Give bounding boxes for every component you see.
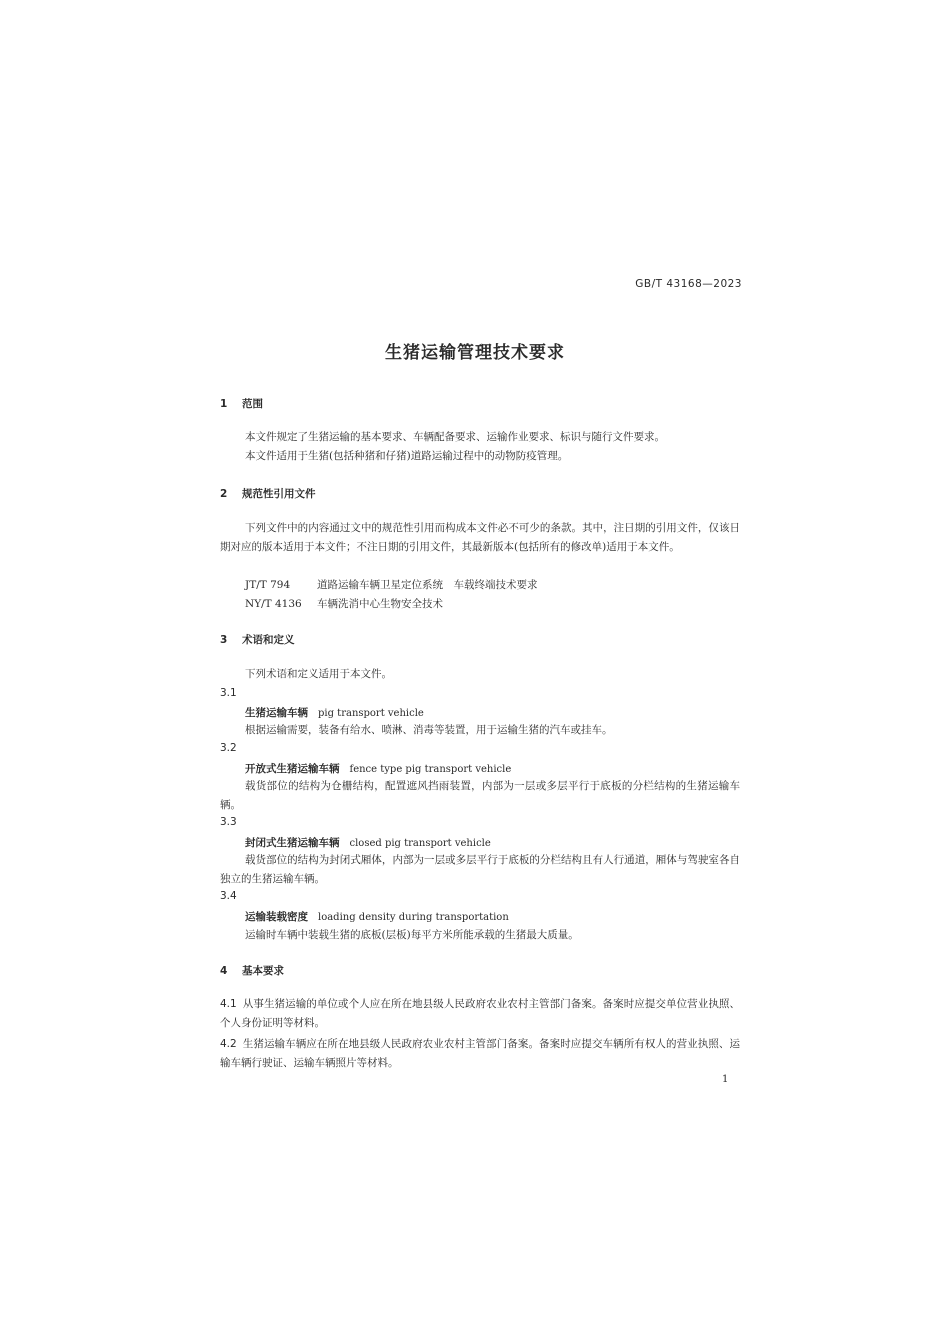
document-title: 生猪运输管理技术要求 [385, 343, 565, 363]
reference-item [220, 595, 740, 614]
reference-code: NY/T 4136 [245, 598, 302, 610]
term-number: 3.2 [220, 742, 237, 754]
reference-title: 车辆洗消中心生物安全技术 [317, 598, 443, 610]
scope-paragraph-1: 本文件规定了生猪运输的基本要求、车辆配备要求、运输作业要求、标识与随行文件要求。 [245, 431, 665, 443]
section-heading-terms [220, 632, 295, 647]
section-heading-scope [220, 396, 263, 411]
term-definition: 载货部位的结构为仓栅结构，配置遮风挡雨装置，内部为一层或多层平行于底板的分栏结构的生猪运输车辆。 [220, 780, 740, 811]
standard-code: GB/T 43168—2023 [635, 278, 742, 290]
term-name: 运输装载密度 [245, 911, 308, 923]
term-name: 封闭式生猪运输车辆 [245, 837, 340, 849]
term-entry [245, 909, 509, 924]
term-number: 3.3 [220, 816, 237, 828]
scope-paragraph-2: 本文件适用于生猪(包括种猪和仔猪)道路运输过程中的动物防疫管理。 [245, 450, 569, 462]
section-title: 术语和定义 [242, 634, 295, 646]
term-definition: 根据运输需要，装备有给水、喷淋、消毒等装置，用于运输生猪的汽车或挂车。 [245, 724, 613, 736]
section-number: 1 [220, 398, 228, 410]
clause-4-1 [220, 995, 740, 1033]
term-entry [245, 835, 491, 850]
term-name: 生猪运输车辆 [245, 707, 308, 719]
normative-refs-intro: 下列文件中的内容通过文中的规范性引用而构成本文件必不可少的条款。其中，注日期的引用文件，仅该日期对应的版本适用于本文件；不注日期的引用文件，其最新版本(包括所有的修改单)适用于本文件。 [220, 522, 740, 553]
term-number: 3.1 [220, 687, 237, 699]
term-english: pig transport vehicle [318, 708, 424, 719]
section-heading-normative-refs [220, 486, 316, 501]
term-definition: 运输时车辆中装载生猪的底板(层板)每平方米所能承载的生猪最大质量。 [245, 929, 579, 941]
reference-item [220, 576, 740, 595]
terms-intro: 下列术语和定义适用于本文件。 [245, 668, 392, 680]
section-number: 4 [220, 965, 228, 977]
section-title: 规范性引用文件 [242, 488, 316, 500]
section-number: 3 [220, 634, 228, 646]
term-entry [245, 705, 424, 720]
term-english: closed pig transport vehicle [349, 838, 491, 849]
clause-text: 从事生猪运输的单位或个人应在所在地县级人民政府农业农村主管部门备案。备案时应提交单位营业执照、个人身份证明等材料。 [220, 998, 740, 1029]
term-number: 3.4 [220, 890, 237, 902]
section-number: 2 [220, 488, 228, 500]
term-entry [245, 761, 511, 776]
clause-text: 生猪运输车辆应在所在地县级人民政府农业农村主管部门备案。备案时应提交车辆所有权人的营业执照、运输车辆行驶证、运输车辆照片等材料。 [220, 1038, 740, 1069]
term-definition: 载货部位的结构为封闭式厢体，内部为一层或多层平行于底板的分栏结构且有人行通道，厢体与驾驶室各自独立的生猪运输车辆。 [220, 854, 740, 885]
term-name: 开放式生猪运输车辆 [245, 763, 340, 775]
clause-4-2 [220, 1035, 740, 1073]
reference-code: JT/T 794 [245, 579, 291, 591]
term-english: loading density during transportation [318, 912, 509, 923]
section-title: 范围 [242, 398, 263, 410]
clause-number: 4.1 [220, 998, 237, 1010]
clause-number: 4.2 [220, 1038, 237, 1050]
section-title: 基本要求 [242, 965, 284, 977]
reference-title: 道路运输车辆卫星定位系统 车载终端技术要求 [317, 579, 538, 591]
term-english: fence type pig transport vehicle [349, 764, 512, 775]
page-number: 1 [722, 1074, 729, 1085]
section-heading-basic [220, 963, 284, 978]
